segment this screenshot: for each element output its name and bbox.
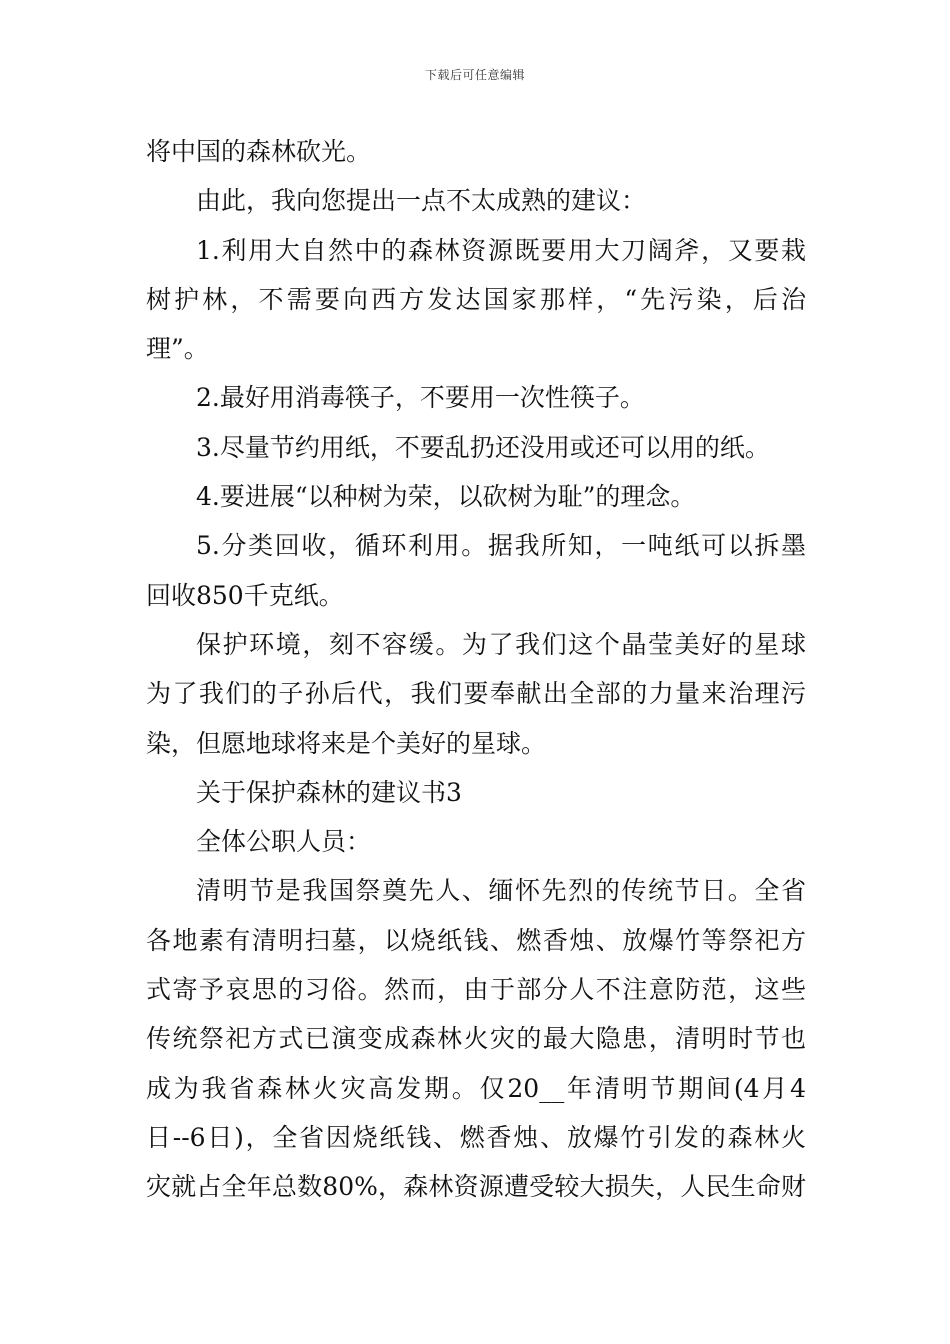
text-line: 染，但愿地球将来是个美好的星球。 <box>146 728 547 758</box>
text-line: 传统祭祀方式已演变成森林火灾的最大隐患，清明时节也 <box>146 1024 806 1054</box>
document-body <box>146 127 806 1212</box>
text-line: 回收850千克纸。 <box>146 580 344 610</box>
text-line: 保护环境，刻不容缓。为了我们这个晶莹美好的星球 <box>196 629 806 659</box>
text-line: 清明节是我国祭奠先人、缅怀先烈的传统节日。全省 <box>196 876 806 906</box>
header-note: 下载后可任意编辑 <box>424 68 525 82</box>
text-line: 成为我省森林火灾高发期。仅20__年清明节期间(4月4 <box>146 1073 806 1103</box>
text-line: 灾就占全年总数80%，森林资源遭受较大损失，人民生命财 <box>146 1172 806 1202</box>
text-line: 为了我们的子孙后代，我们要奉献出全部的力量来治理污 <box>146 679 806 709</box>
text-line: 2.最好用消毒筷子，不要用一次性筷子。 <box>196 383 645 413</box>
section-title: 关于保护森林的建议书3 <box>196 777 462 807</box>
text-line: 式寄予哀思的习俗。然而，由于部分人不注意防范，这些 <box>146 975 806 1005</box>
salutation: 全体公职人员： <box>196 827 372 857</box>
text-line: 5.分类回收，循环利用。据我所知，一吨纸可以拆墨 <box>196 531 806 561</box>
text-line: 树护林，不需要向西方发达国家那样，“先污染，后治 <box>146 284 806 314</box>
text-line: 理”。 <box>146 334 209 364</box>
text-line: 3.尽量节约用纸，不要乱扔还没用或还可以用的纸。 <box>196 432 770 462</box>
text-line: 将中国的森林砍光。 <box>146 137 372 166</box>
text-line: 日--6日)，全省因烧纸钱、燃香烛、放爆竹引发的森林火 <box>146 1122 806 1152</box>
text-line: 1.利用大自然中的森林资源既要用大刀阔斧，又要栽 <box>196 235 806 265</box>
text-line: 由此，我向您提出一点不太成熟的建议： <box>196 186 647 216</box>
text-line: 各地素有清明扫墓，以烧纸钱、燃香烛、放爆竹等祭祀方 <box>146 925 806 955</box>
text-line: 4.要进展“以种树为荣，以砍树为耻”的理念。 <box>196 482 696 512</box>
